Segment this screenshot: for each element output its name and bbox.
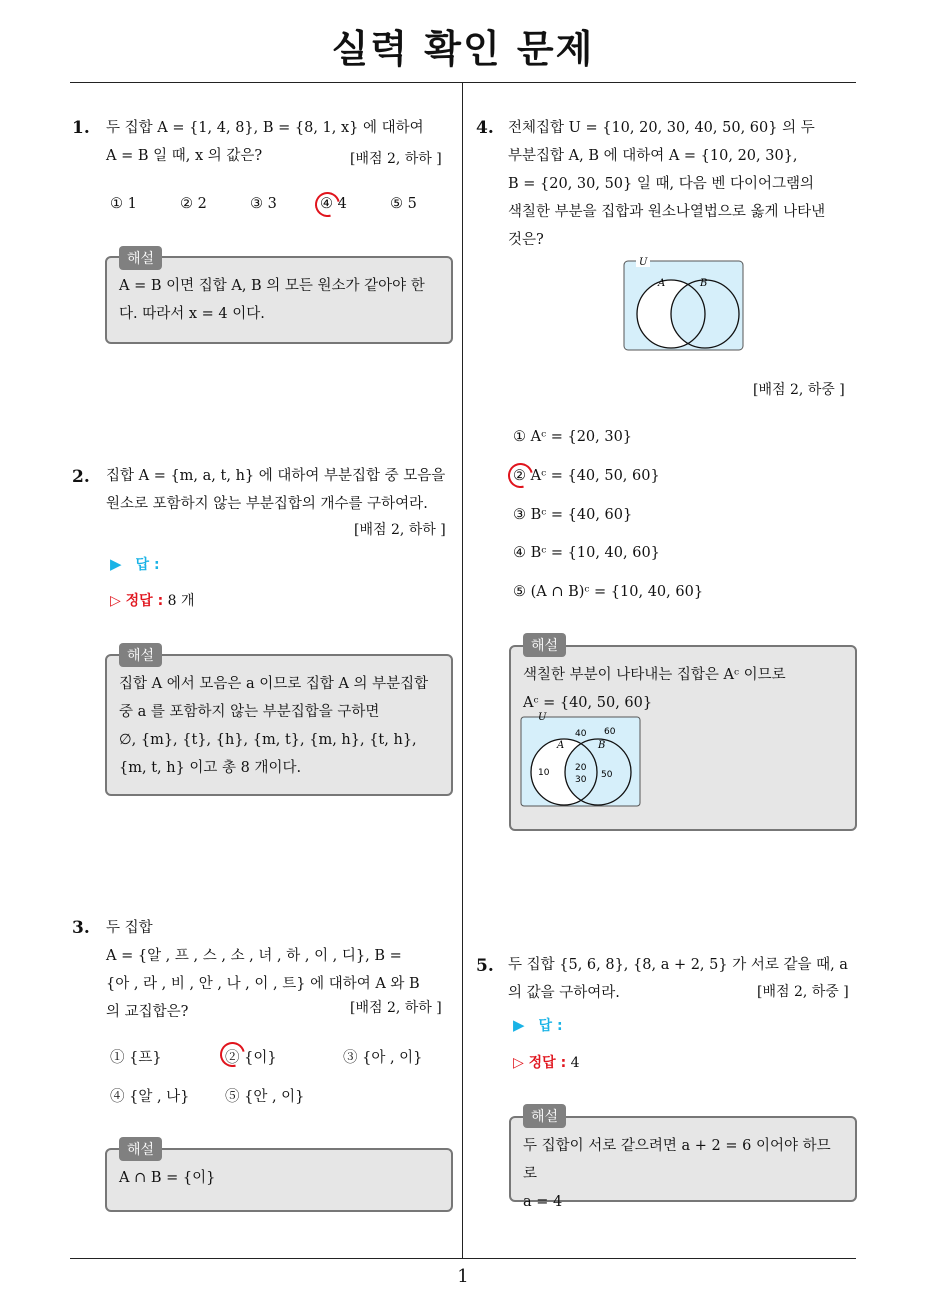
correct-answer <box>110 590 195 610</box>
question-2-score: [배점 2, 하하 ] <box>354 522 446 538</box>
explanation-line: 두 집합이 서로 같으려면 a + 2 = 6 이어야 하므로 <box>523 1138 831 1182</box>
q4-choice-3[interactable]: ③ Bᶜ = {40, 60} <box>513 507 633 523</box>
question-3-line: A = {알 , 프 , 스 , 소 , 녀 , 하 , 이 , 디}, B = <box>106 948 402 964</box>
venn-u-label: U <box>538 712 547 723</box>
q4-choice-5[interactable]: ⑤ (A ∩ B)ᶜ = {10, 40, 60} <box>513 584 704 600</box>
question-4-text <box>508 114 858 254</box>
explanation-line: A ∩ B = {이} <box>119 1170 216 1186</box>
question-1-line: 두 집합 A = {1, 4, 8}, B = {8, 1, x} 에 대하여 <box>106 120 424 136</box>
top-rule <box>70 82 856 83</box>
page-number: 1 <box>457 1266 469 1287</box>
explanation-line: Aᶜ = {40, 50, 60} <box>523 695 653 711</box>
question-1-score: [배점 2, 하하 ] <box>350 151 442 167</box>
element-50: 50 <box>601 770 613 780</box>
explanation-line: A = B 이면 집합 A, B 의 모든 원소가 같아야 한 <box>119 278 425 294</box>
q3-choice-3[interactable]: ③ {아 , 이} <box>343 1050 423 1066</box>
element-60: 60 <box>604 727 616 737</box>
answer-field[interactable] <box>513 1015 563 1035</box>
explanation-line: ∅, {m}, {t}, {h}, {m, t}, {m, h}, {t, h}, <box>119 732 417 748</box>
question-5-number: 5. <box>476 956 494 976</box>
explanation-tag: 해설 <box>523 633 566 657</box>
answer-field[interactable] <box>110 554 160 574</box>
page-title: 실력 확인 문제 <box>331 27 595 71</box>
answer-circle-mark <box>310 187 344 221</box>
question-4-line: 부분집합 A, B 에 대하여 A = {10, 20, 30}, <box>508 148 798 164</box>
question-5-score: [배점 2, 하중 ] <box>757 984 849 1000</box>
question-1-line: A = B 일 때, x 의 값은? <box>106 148 263 164</box>
answer-label: 답 : <box>538 1018 563 1034</box>
venn-u-label: U <box>639 257 648 268</box>
element-20: 20 <box>575 763 587 773</box>
question-4-line: 전체집합 U = {10, 20, 30, 40, 50, 60} 의 두 <box>508 120 815 136</box>
bottom-rule <box>70 1258 856 1259</box>
play-icon: ▶ <box>513 1016 525 1034</box>
explanation-line: 색칠한 부분이 나타내는 집합은 Aᶜ 이므로 <box>523 667 786 683</box>
question-3-line: {아 , 라 , 비 , 안 , 나 , 이 , 트} 에 대하여 A 와 B <box>106 976 420 992</box>
triangle-outline-icon: ▷ <box>513 1055 529 1071</box>
question-5-line: 의 값을 구하여라. <box>508 985 620 1001</box>
venn-b-label: B <box>700 278 708 289</box>
explanation-line: 다. 따라서 x = 4 이다. <box>119 306 265 322</box>
element-30: 30 <box>575 775 587 785</box>
q3-choice-2[interactable]: ② {이} <box>225 1050 277 1066</box>
triangle-outline-icon: ▷ <box>110 593 126 609</box>
question-2-explanation <box>105 654 453 796</box>
q3-choice-5[interactable]: ⑤ {안 , 이} <box>225 1089 305 1105</box>
element-10: 10 <box>538 768 550 778</box>
question-2-line: 원소로 포함하지 않는 부분집합의 개수를 구하여라. <box>106 496 428 512</box>
explanation-tag: 해설 <box>523 1104 566 1128</box>
explanation-tag: 해설 <box>119 1137 162 1161</box>
column-divider <box>462 83 463 1258</box>
q3-choice-4[interactable]: ④ {알 , 나} <box>110 1089 190 1105</box>
q3-choice-1[interactable]: ① {프} <box>110 1050 162 1066</box>
q4-choice-2[interactable]: ② Aᶜ = {40, 50, 60} <box>513 468 660 484</box>
question-1-number: 1. <box>72 118 90 138</box>
q1-choice-3[interactable]: ③ 3 <box>250 196 277 212</box>
question-4-line: 색칠한 부분을 집합과 원소나열법으로 옳게 나타낸 <box>508 204 826 220</box>
question-3-line: 두 집합 <box>106 920 153 936</box>
explanation-line: 집합 A 에서 모음은 a 이므로 집합 A 의 부분집합 <box>119 676 429 692</box>
question-3-number: 3. <box>72 918 90 938</box>
venn-a-label: A <box>557 740 565 751</box>
answer-circle-mark <box>503 458 537 492</box>
correct-answer <box>513 1052 580 1072</box>
correct-value: 4 <box>570 1055 580 1071</box>
question-2-number: 2. <box>72 467 90 487</box>
question-3-score: [배점 2, 하하 ] <box>350 1000 442 1016</box>
play-icon: ▶ <box>110 555 122 573</box>
q1-choice-1[interactable]: ① 1 <box>110 196 137 212</box>
correct-label: 정답 : <box>528 1055 567 1071</box>
correct-label: 정답 : <box>125 593 164 609</box>
question-2-text <box>106 462 456 518</box>
explanation-line: {m, t, h} 이고 총 8 개이다. <box>119 760 302 776</box>
correct-value: 8 개 <box>167 593 195 609</box>
explanation-tag: 해설 <box>119 643 162 667</box>
explanation-tag: 해설 <box>119 246 162 270</box>
q1-choice-5[interactable]: ⑤ 5 <box>390 196 417 212</box>
q4-choice-1[interactable]: ① Aᶜ = {20, 30} <box>513 429 633 445</box>
question-5-explanation <box>509 1116 857 1210</box>
answer-label: 답 : <box>135 557 160 573</box>
venn-b-label: B <box>598 740 606 751</box>
question-3-line: 의 교집합은? <box>106 1004 189 1020</box>
q4-choice-4[interactable]: ④ Bᶜ = {10, 40, 60} <box>513 545 660 561</box>
explanation-line: 중 a 를 포함하지 않는 부분집합을 구하면 <box>119 704 380 720</box>
question-2-line: 집합 A = {m, a, t, h} 에 대하여 부분집합 중 모음을 <box>106 468 446 484</box>
question-4-score: [배점 2, 하중 ] <box>753 382 845 398</box>
q1-choice-4[interactable]: ④ 4 <box>320 196 347 212</box>
venn-a-label: A <box>658 278 666 289</box>
element-40: 40 <box>575 729 587 739</box>
q1-choice-2[interactable]: ② 2 <box>180 196 207 212</box>
question-5-line: 두 집합 {5, 6, 8}, {8, a + 2, 5} 가 서로 같을 때, a <box>508 957 848 973</box>
question-4-number: 4. <box>476 118 494 138</box>
venn-diagram-answer <box>520 710 642 808</box>
question-4-line: 것은? <box>508 232 544 248</box>
question-4-line: B = {20, 30, 50} 일 때, 다음 벤 다이어그램의 <box>508 176 814 192</box>
venn-diagram <box>623 256 745 352</box>
explanation-line: a = 4 <box>523 1194 563 1210</box>
